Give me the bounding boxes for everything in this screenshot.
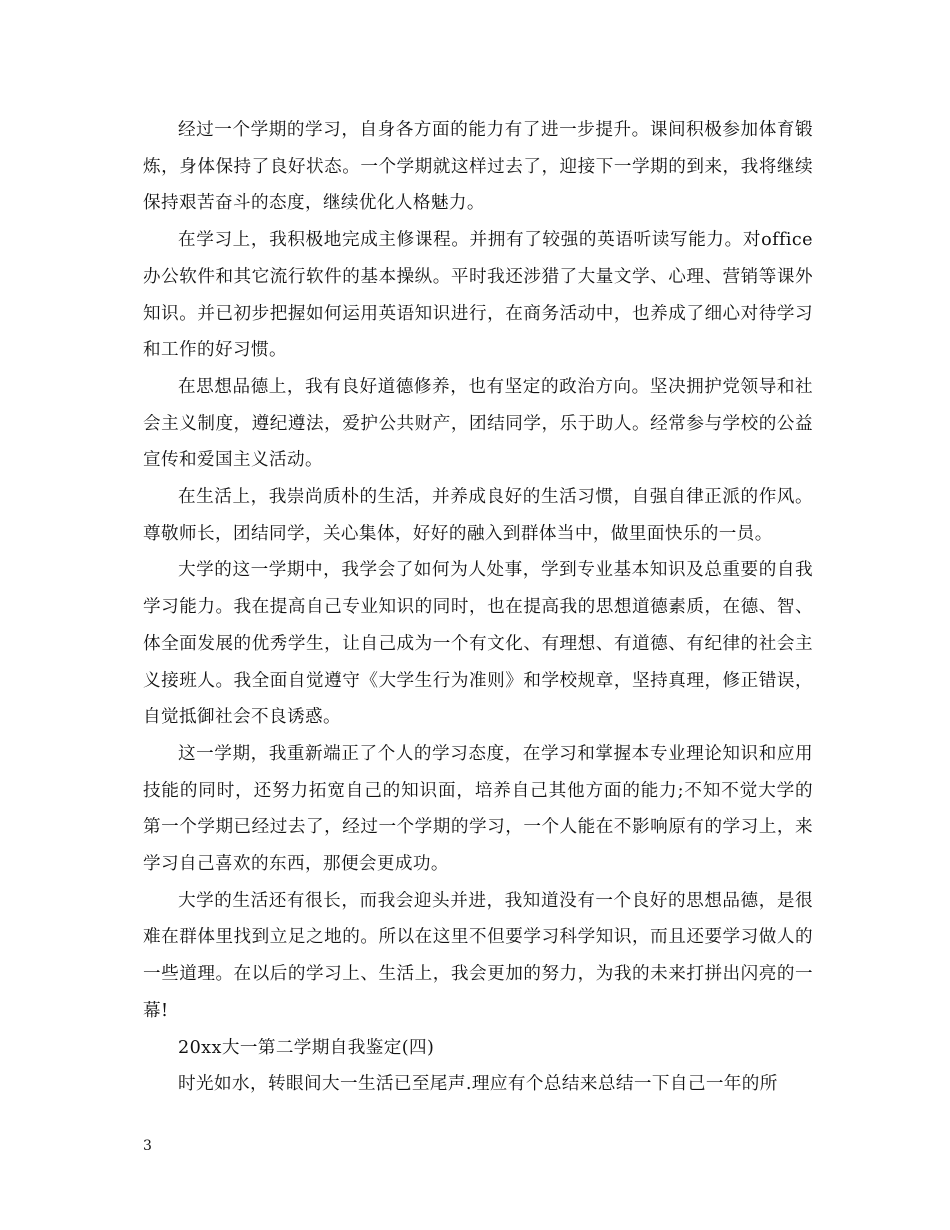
paragraph-4: 在生活上，我崇尚质朴的生活，并养成良好的生活习惯，自强自律正派的作风。尊敬师长，团结同学，关心集体，好好的融入到群体当中，做里面快乐的一员。 xyxy=(143,487,813,544)
paragraph-2: 在学习上，我积极地完成主修课程。并拥有了较强的英语听读写能力。对office办公软件和其它流行软件的基本操纵。平时我还涉猎了大量文学、心理、营销等课外知识。并已初步把握如何运用英语知识进行，在商务活动中，也养成了细心对待学习和工作的好习惯。 xyxy=(143,230,813,361)
page-number: 3 xyxy=(143,1138,152,1154)
paragraph-5: 大学的这一学期中，我学会了如何为人处事，学到专业基本知识及总重要的自我学习能力。我在提高自己专业知识的同时，也在提高我的思想道德素质，在德、智、体全面发展的优秀学生，让自己成为一个有文化、有理想、有道德、有纪律的社会主义接班人。我全面自觉遵守《大学生行为准则》和学校规章，坚持真理，修正错误，自觉抵御社会不良诱惑。 xyxy=(143,560,813,728)
paragraph-7: 大学的生活还有很长，而我会迎头并进，我知道没有一个良好的思想品德，是很难在群体里找到立足之地的。所以在这里不但要学习科学知识，而且还要学习做人的一些道理。在以后的学习上、生活上，我会更加的努力，为我的未来打拼出闪亮的一幕! xyxy=(143,890,813,1021)
section-heading: 20xx大一第二学期自我鉴定(四) xyxy=(178,1037,435,1058)
paragraph-3: 在思想品德上，我有良好道德修养，也有坚定的政治方向。坚决拥护党领导和社会主义制度，遵纪遵法，爱护公共财产，团结同学，乐于助人。经常参与学校的公益宣传和爱国主义活动。 xyxy=(143,376,813,471)
paragraph-1: 经过一个学期的学习，自身各方面的能力有了进一步提升。课间积极参加体育锻炼，身体保持了良好状态。一个学期就这样过去了，迎接下一学期的到来，我将继续保持艰苦奋斗的态度，继续优化人格魅力。 xyxy=(143,120,813,214)
paragraph-8: 时光如水，转眼间大一生活已至尾声.理应有个总结来总结一下自己一年的所 xyxy=(178,1074,778,1095)
paragraph-6: 这一学期，我重新端正了个人的学习态度，在学习和掌握本专业理论知识和应用技能的同时，还努力拓宽自己的知识面，培养自己其他方面的能力;不知不觉大学的第一个学期已经过去了，经过一个学期的学习，一个人能在不影响原有的学习上，来学习自己喜欢的东西，那便会更成功。 xyxy=(143,743,813,875)
document-body xyxy=(143,112,813,1103)
